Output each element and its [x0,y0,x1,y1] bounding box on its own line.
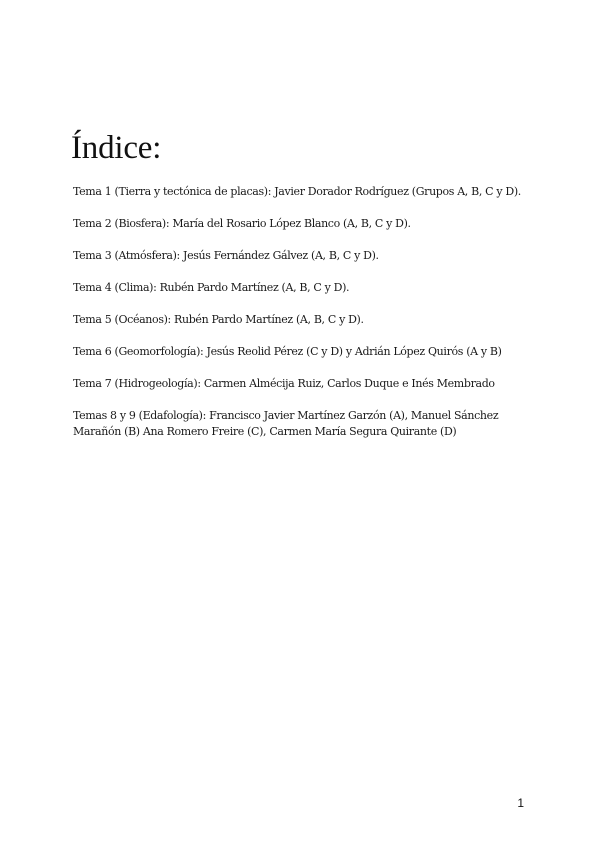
index-entry-tema-2: Tema 2 (Biosfera): María del Rosario López Blanco (A, B, C y D). [73,217,411,230]
page-number: 1 [517,796,524,810]
index-list [73,184,533,456]
index-entry-temas-8-9: Temas 8 y 9 (Edafología): Francisco Javier Martínez Garzón (A), Manuel Sánchez Marañón (B) Ana Romero Freire (C), Carmen María Segura Quirante (D) [73,409,499,438]
index-entry-tema-5: Tema 5 (Océanos): Rubén Pardo Martínez (A, B, C y D). [73,313,364,326]
index-title: Índice: [71,130,162,166]
index-entry-tema-6: Tema 6 (Geomorfología): Jesús Reolid Pérez (C y D) y Adrián López Quirós (A y B) [73,345,502,358]
index-entry-tema-1: Tema 1 (Tierra y tectónica de placas): Javier Dorador Rodríguez (Grupos A, B, C y D). [73,185,521,198]
index-entry-tema-3: Tema 3 (Atmósfera): Jesús Fernández Gálvez (A, B, C y D). [73,249,379,262]
index-entry-tema-7: Tema 7 (Hidrogeología): Carmen Almécija Ruiz, Carlos Duque e Inés Membrado [73,377,495,390]
index-entry-tema-4: Tema 4 (Clima): Rubén Pardo Martínez (A, B, C y D). [73,281,350,294]
